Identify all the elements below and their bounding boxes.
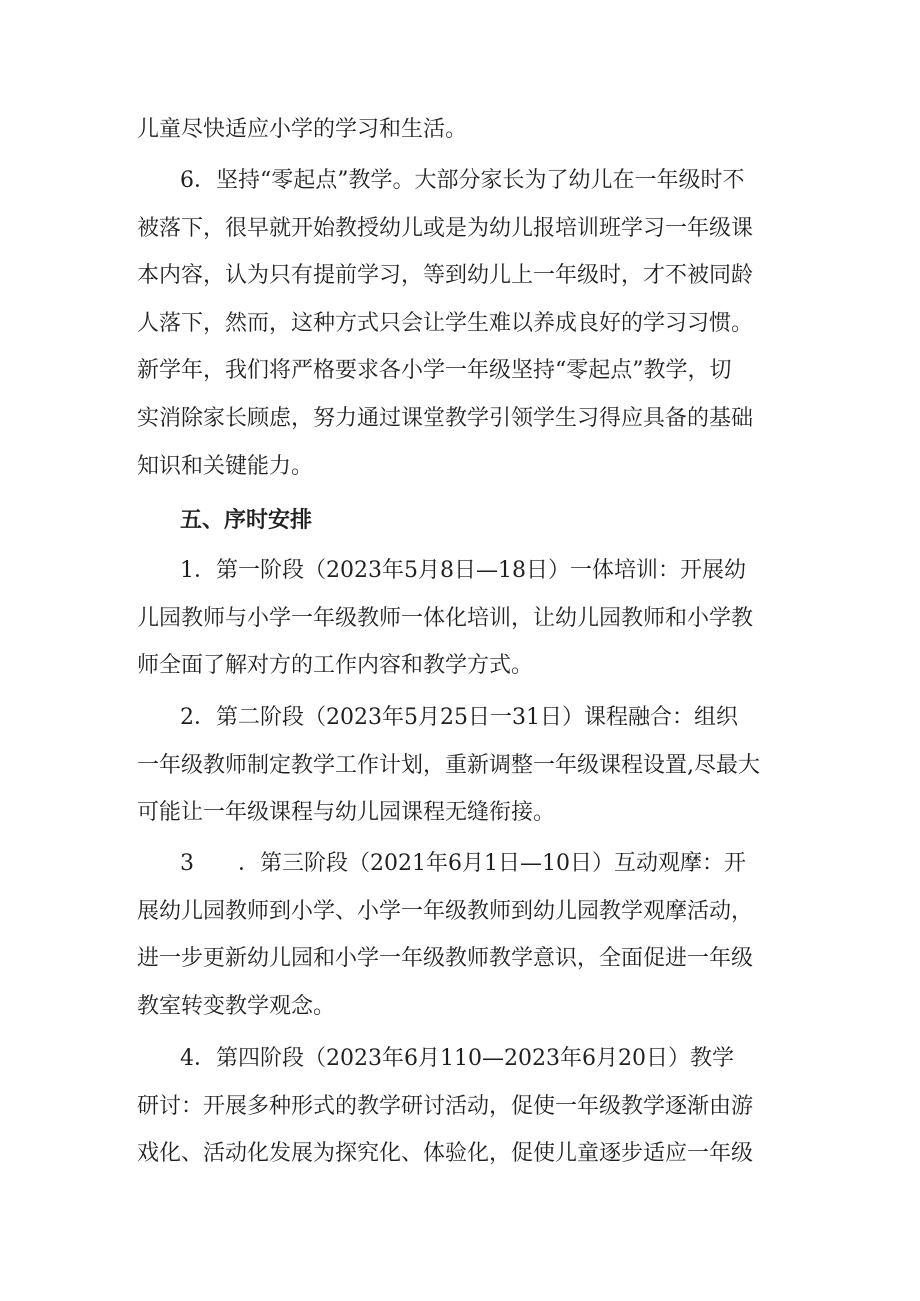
text-line: 2．第二阶段（2023年5月25日一31日）课程融合：组织 xyxy=(180,705,738,730)
text-line: 儿童尽快适应小学的学习和生活。 xyxy=(137,117,468,142)
text-line: 一年级教师制定教学工作计划，重新调整一年级课程设置,尽最大 xyxy=(137,752,760,778)
text-line: 本内容，认为只有提前学习，等到幼儿上一年级时，才不被同龄 xyxy=(137,263,754,289)
text-line: 4．第四阶段（2023年6月110—2023年6月20日）教学 xyxy=(180,1046,734,1071)
text-line: 可能让一年级课程与幼儿园课程无缝衔接。 xyxy=(137,800,556,826)
text-line: 儿园教师与小学一年级教师一体化培训，让幼儿园教师和小学教 xyxy=(137,605,754,631)
text-line: 实消除家长顾虑，努力通过课堂教学引领学生习得应具备的基础 xyxy=(137,405,754,431)
text-line: 6．坚持“零起点”教学。大部分家长为了幼儿在一年级时不 xyxy=(180,168,745,193)
text-line: 教室转变教学观念。 xyxy=(137,993,336,1019)
text-line: 被落下，很早就开始教授幼儿或是为幼儿报培训班学习一年级课 xyxy=(137,215,754,241)
text-line: 3 ．第三阶段（2021年6月1日—10日）互动观摩：开 xyxy=(180,851,746,876)
text-line: 1．第一阶段（2023年5月8日—18日）一体培训：开展幼 xyxy=(180,558,746,583)
text-line: 展幼儿园教师到小学、小学一年级教师到幼儿园教学观摩活动， xyxy=(137,898,754,924)
paragraph-continuation xyxy=(137,106,797,154)
paragraph-stage-4 xyxy=(137,1035,797,1178)
text-line: 新学年，我们将严格要求各小学一年级坚持“零起点”教学，切 xyxy=(137,358,732,384)
paragraph-6 xyxy=(137,157,797,490)
paragraph-stage-3 xyxy=(137,840,797,1030)
paragraph-stage-2 xyxy=(137,694,797,837)
paragraph-stage-1 xyxy=(137,547,797,690)
text-line: 戏化、活动化发展为探究化、体验化，促使儿童逐步适应一年级 xyxy=(137,1141,754,1167)
section-heading: 五、序时安排 xyxy=(180,508,313,533)
text-line: 师全面了解对方的工作内容和教学方式。 xyxy=(137,653,534,679)
text-line: 进一步更新幼儿园和小学一年级教师教学意识，全面促进一年级 xyxy=(137,946,754,972)
text-line: 人落下，然而，这种方式只会让学生难以养成良好的学习习惯。 xyxy=(137,310,754,336)
text-line: 知识和关键能力。 xyxy=(137,453,314,479)
text-line: 研讨：开展多种形式的教学研讨活动，促使一年级教学逐渐由游 xyxy=(137,1093,754,1119)
